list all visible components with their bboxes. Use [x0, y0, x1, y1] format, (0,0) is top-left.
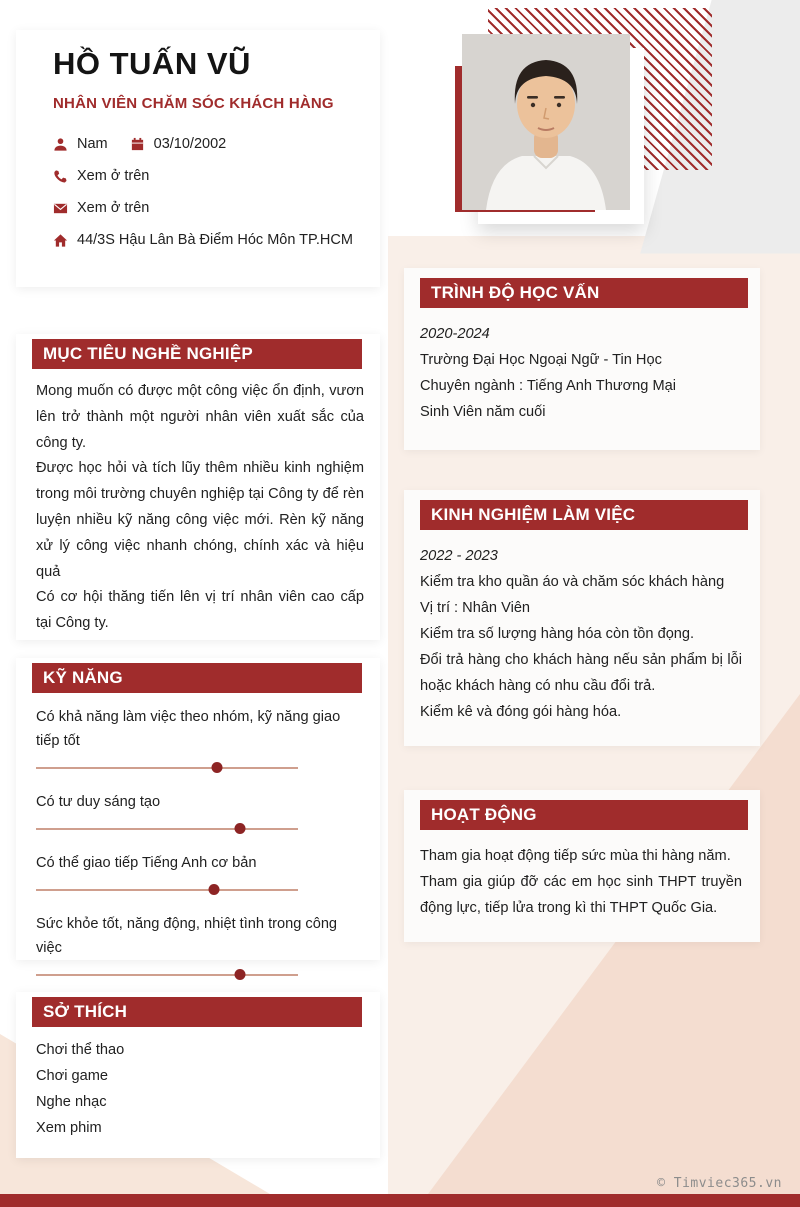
skill-item — [36, 912, 364, 980]
info-row-address — [53, 232, 364, 248]
home-icon — [53, 233, 68, 248]
hobby-item: Nghe nhạc — [36, 1094, 107, 1110]
skill-item — [36, 705, 364, 773]
activity-line: Tham gia giúp đỡ các em học sinh THPT truyền động lực, tiếp lửa trong kì thi THPT Quốc Gia. — [420, 874, 742, 916]
skill-slider-track — [36, 974, 298, 976]
section-education — [404, 268, 760, 450]
skill-slider-track — [36, 828, 298, 830]
info-row-phone — [53, 168, 364, 184]
experience-line: Kiểm kê và đóng gói hàng hóa. — [420, 704, 622, 720]
phone-icon — [53, 169, 68, 184]
section-heading: MỤC TIÊU NGHỀ NGHIỆP — [32, 339, 362, 369]
experience-line: Đổi trả hàng cho khách hàng nếu sản phẩm bị lỗi hoặc khách hàng có nhu cầu đổi trả. — [420, 652, 742, 694]
person-icon — [53, 137, 68, 152]
skill-slider-track — [36, 889, 298, 891]
activity-line: Tham gia hoạt động tiếp sức mùa thi hàng năm. — [420, 848, 731, 864]
profile-photo — [462, 34, 630, 210]
skill-slider-handle — [209, 884, 220, 895]
objective-paragraph: Được học hỏi và tích lũy thêm nhiều kinh nghiệm trong môi trường chuyên nghiệp tại Công ty để rèn luyện nhiều kỹ năng công việc mới. Rèn kỹ năng xử lý công việc nhanh chóng, chính xác và hiệu quả — [36, 460, 364, 580]
skill-slider-track — [36, 767, 298, 769]
experience-line: Vị trí : Nhân Viên — [420, 600, 531, 616]
skill-item — [36, 851, 364, 895]
activities-body — [404, 830, 760, 921]
objective-paragraph: Có cơ hội thăng tiến lên vị trí nhân viên cao cấp tại Công ty. — [36, 589, 364, 632]
skill-label: Có tư duy sáng tạo — [36, 794, 161, 810]
skill-slider — [36, 969, 298, 980]
section-objective — [16, 334, 380, 640]
watermark-text: © Timviec365.vn — [657, 1176, 782, 1191]
skills-list — [16, 693, 380, 980]
dob-value: 03/10/2002 — [153, 136, 227, 152]
section-heading: HOẠT ĐỘNG — [420, 800, 748, 830]
candidate-name: HỒ TUẤN VŨ — [53, 46, 251, 81]
candidate-role: NHÂN VIÊN CHĂM SÓC KHÁCH HÀNG — [53, 95, 334, 112]
profile-card — [16, 30, 380, 287]
skill-slider-handle — [235, 823, 246, 834]
section-heading: SỞ THÍCH — [32, 997, 362, 1027]
experience-line: Kiểm tra kho quần áo và chăm sóc khách hàng — [420, 574, 725, 590]
experience-body — [404, 530, 760, 725]
hobby-item: Xem phim — [36, 1120, 102, 1136]
education-line: Trường Đại Học Ngoại Ngữ - Tin Học — [420, 352, 662, 368]
skill-label: Sức khỏe tốt, năng động, nhiệt tình trong công việc — [36, 916, 338, 956]
calendar-icon — [130, 137, 145, 152]
skill-slider-handle — [235, 969, 246, 980]
experience-period: 2022 - 2023 — [420, 548, 498, 564]
email-value: Xem ở trên — [77, 200, 150, 216]
phone-value: Xem ở trên — [77, 168, 150, 184]
gender-value: Nam — [77, 136, 108, 152]
education-period: 2020-2024 — [420, 326, 490, 342]
skill-slider-handle — [211, 762, 222, 773]
section-experience — [404, 490, 760, 746]
experience-line: Kiểm tra số lượng hàng hóa còn tồn đọng. — [420, 626, 695, 642]
skill-label: Có khả năng làm việc theo nhóm, kỹ năng giao tiếp tốt — [36, 709, 341, 749]
skill-slider — [36, 884, 298, 895]
hobby-item: Chơi game — [36, 1068, 109, 1084]
section-heading: TRÌNH ĐỘ HỌC VẤN — [420, 278, 748, 308]
section-heading: KỸ NĂNG — [32, 663, 362, 693]
hobby-list — [16, 1027, 380, 1141]
info-row-gender-dob — [53, 136, 364, 152]
skill-label: Có thể giao tiếp Tiếng Anh cơ bản — [36, 855, 257, 871]
contact-info — [53, 136, 364, 248]
section-hobbies — [16, 992, 380, 1158]
education-body — [404, 308, 760, 425]
email-icon — [53, 201, 68, 216]
section-heading: KINH NGHIỆM LÀM VIỆC — [420, 500, 748, 530]
info-row-email — [53, 200, 364, 216]
skill-slider — [36, 762, 298, 773]
objective-paragraph: Mong muốn có được một công việc ổn định, vươn lên trở thành một người nhân viên xuất sắc của công ty. — [36, 383, 364, 451]
section-activities — [404, 790, 760, 942]
section-skills — [16, 658, 380, 960]
skill-slider — [36, 823, 298, 834]
footer-accent-bar — [0, 1194, 800, 1207]
skill-item — [36, 790, 364, 834]
address-value: 44/3S Hậu Lân Bà Điểm Hóc Môn TP.HCM — [77, 232, 353, 248]
hobby-item: Chơi thể thao — [36, 1042, 125, 1058]
objective-text — [16, 369, 380, 637]
education-line: Sinh Viên năm cuối — [420, 404, 546, 420]
education-line: Chuyên ngành : Tiếng Anh Thương Mại — [420, 378, 676, 394]
